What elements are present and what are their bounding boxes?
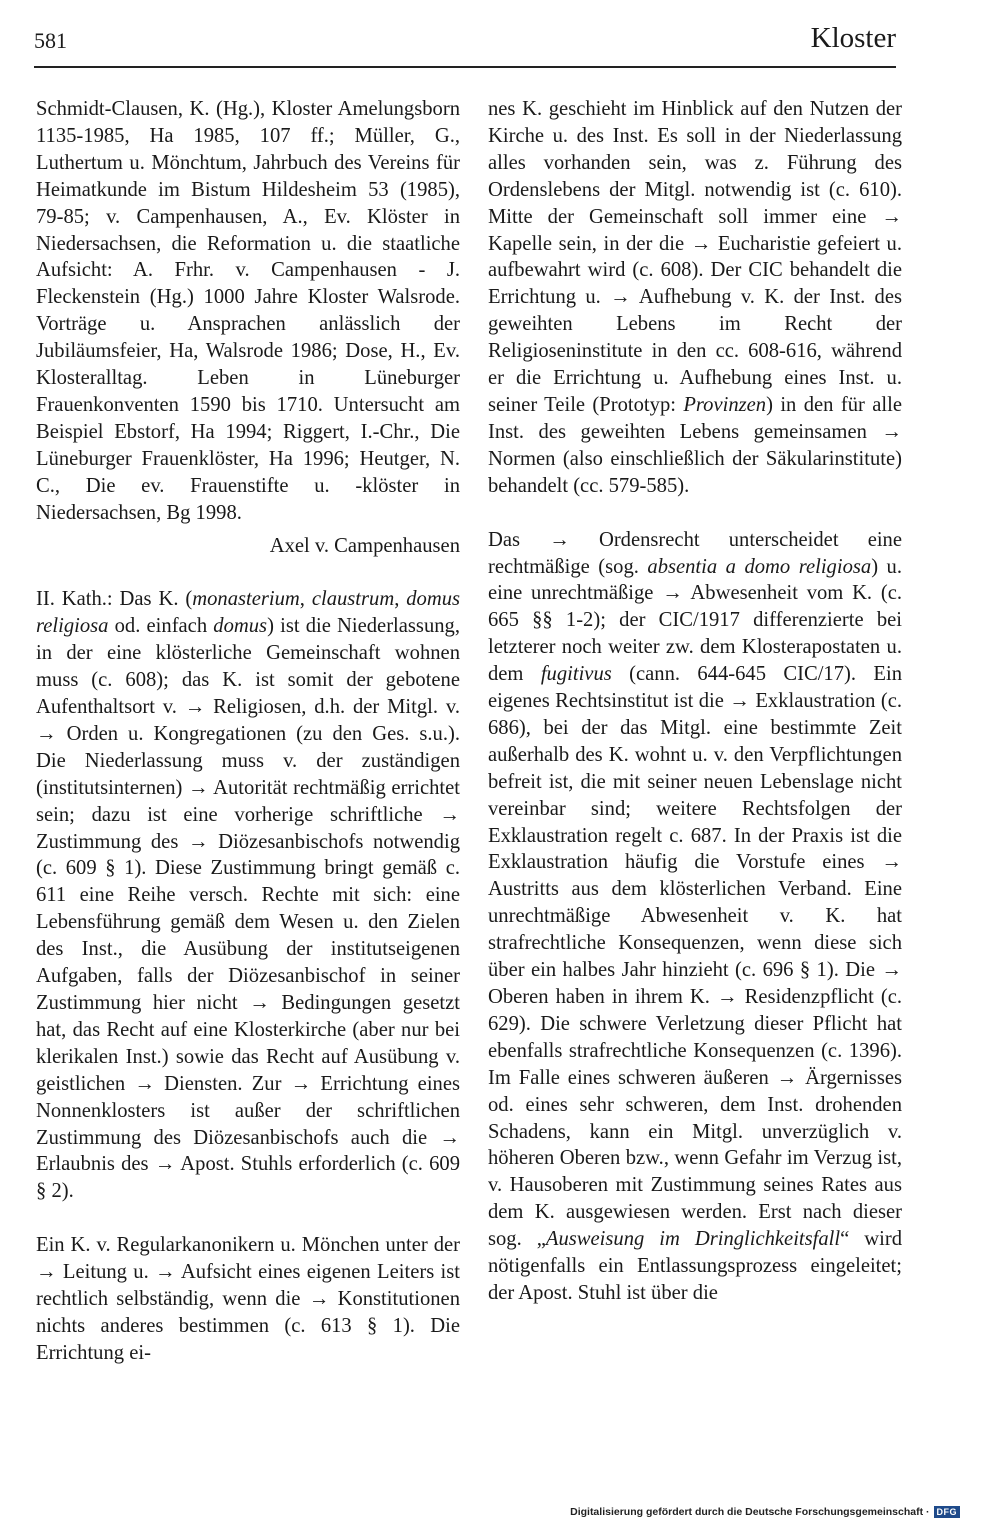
paragraph-ordensrecht <box>488 527 902 1307</box>
term-domus-religiosa: domus religiosa <box>36 588 461 638</box>
running-head: Kloster <box>810 22 896 54</box>
paragraph-regularkanoniker: Ein K. v. Regularkanonikern u. Mönchen unter der → Leitung u. → Aufsicht eines eigenen Leiters ist rechtlich selbständig, wenn die → Konstitutionen nichts anderes bestimmen (c. 613 § 1). Die Errichtung ei- <box>36 1234 460 1364</box>
page-header <box>34 22 896 68</box>
right-column <box>488 96 902 1307</box>
term-domus: domus <box>213 615 268 638</box>
page-number: 581 <box>34 28 67 53</box>
author-signature: Axel v. Campenhausen <box>269 534 460 557</box>
dfg-logo: DFG <box>934 1506 961 1518</box>
paragraph-body: ) ist die Niederlassung, in der eine klösterliche Gemeinschaft wohnen muss (c. 608); das K. ist somit der gebotene Aufenthaltsort v. → Religiosen, d.h. der Mitgl. v. → Orden u. Kongregationen (zu den Ges. s.u.). Die Niederlassung muss v. der zuständigen (institutsinternen) → Autorität rechtmäßig errichtet sein; dazu ist eine vorherige schriftliche → Zustimmung des → Diözesanbischofs notwendig (c. 609 § 1). Diese Zustimmung bringt gemäß c. 611 eine Reihe versch. Rechte mit sich: eine Lebensführung gemäß dem Wesen u. den Zielen des Inst., die Ausübung der institutseigenen Aufgaben, falls der Diözesanbischof in seiner Zustimmung hier nicht → Bedingungen gesetzt hat, das Recht auf eine Klosterkirche (aber nur bei klerikalen Inst.) sowie das Recht auf Ausübung v. geistlichen → Diensten. Zur → Errichtung eines Nonnenklosters ist außer der schriftlichen Zustimmung des Diözesanbischofs auch die → Erlaubnis des → Apost. Stuhls erforderlich (c. 609 § 2). <box>36 615 460 1203</box>
paragraph-text: nes K. geschieht im Hinblick auf den Nutzen der Kirche u. des Inst. Es soll in der Niederlassung alles vorhanden sein, was z. Führung des Ordenslebens der Mitgl. notwendig ist (c. 610). Mitte der Gemeinschaft soll immer eine → Kapelle sein, in der die → Eucharistie gefeiert u. aufbewahrt wird (c. 608). Der CIC behandelt die Errichtung u. → Aufhebung v. K. der Inst. des geweihten Lebens im Recht der Religioseninstitute in den cc. 608-616, während er die Errichtung u. Aufhebung eines Inst. u. seiner Teile (Prototyp: <box>488 98 902 416</box>
paragraph-text: ) u. eine unrechtmäßige → Abwesenheit vom K. (c. 665 §§ 1-2); der CIC/1917 differenzierte bei letzterer noch weiter zw. dem Klosterapostaten u. dem <box>488 555 903 686</box>
term-fugitivus: fugitivus <box>540 663 612 686</box>
section-paragraph-kath: II. Kath.: Das K. (monasterium, claustrum, domus religiosa od. einfach domus) ist die Niederlassung, in der eine klösterliche Gemeinschaft wohnen muss (c. 608); das K. ist somit der gebotene Aufenthaltsort v. → Religiosen, d.h. der Mitgl. v. → Orden u. Kongregationen (zu den Ges. s.u.). Die Niederlassung muss v. der zuständigen (institutsinternen) → Autorität rechtmäßig errichtet sein; dazu ist eine vorherige schriftliche → Zustimmung des → Diözesanbischofs notwendig (c. 609 § 1). Diese Zustimmung bringt gemäß c. 611 eine Reihe versch. Rechte mit sich: eine Lebensführung gemäß dem Wesen u. den Zielen des Inst., die Ausübung der institutseigenen Aufgaben, falls der Diözesanbischof in seiner Zustimmung hier nicht → Bedingungen gesetzt hat, das Recht auf eine Klosterkirche (aber nur bei klerikalen Inst.) sowie das Recht auf Ausübung v. geistlichen → Diensten. Zur → Errichtung eines Nonnenklosters ist außer der schriftlichen Zustimmung des Diözesanbischofs auch die → Erlaubnis des → Apost. Stuhls erforderlich (c. 609 § 2). <box>36 588 461 1203</box>
footer-credit: Digitalisierung gefördert durch die Deutsche Forschungsgemeinschaft · <box>570 1506 930 1518</box>
bibliography: Schmidt-Clausen, K. (Hg.), Kloster Amelungsborn 1135-1985, Ha 1985, 107 ff.; Müller, G., Luthertum u. Mönchtum, Jahrbuch des Vereins für Heimatkunde im Bistum Hildesheim 53 (1985), 79-85; v. Campenhausen, A., Ev. Klöster in Niedersachsen, die Reformation u. die staatliche Aufsicht: A. Frhr. v. Campenhausen - J. Fleckenstein (Hg.) 1000 Jahre Kloster Walsrode. Vorträge u. Ansprachen anlässlich der Jubiläumsfeier, Ha, Walsrode 1986; Dose, H., Ev. Klosteralltag. Leben in Lüneburger Frauenkonventen 1590 bis 1710. Untersucht am Beispiel Ebstorf, Ha 1994; Riggert, I.-Chr., Die Lüneburger Frauenklöster, Ha 1996; Heutger, N. C., Die ev. Frauenstifte u. -klöster in Niedersachsen, Bg 1998. <box>36 98 460 524</box>
term-ausweisung: Ausweisung im Dringlichkeitsfall <box>545 1228 841 1251</box>
paragraph-text: “ wird nötigenfalls ein Entlassungsprozess eingeleitet; der Apost. Stuhl ist über die <box>488 1228 902 1304</box>
term-monasterium: monasterium <box>192 588 300 611</box>
text-fragment: od. einfach <box>108 615 214 638</box>
term-claustrum: claustrum <box>311 588 395 611</box>
term-provinzen: Provinzen <box>683 393 767 416</box>
paragraph-text: Das → Ordensrecht unterscheidet eine rechtmäßige (sog. <box>488 528 902 578</box>
term-absentia: absentia a domo religiosa <box>647 555 872 578</box>
paragraph-text: (cann. 644-645 CIC/17). Ein eigenes Rechtsinstitut ist die → Exklaustration (c. 686), bei der das Mitgl. eine bestimmte Zeit außerhalb des K. wohnt u. v. den Verpflichtungen befreit ist, die mit seiner neuen Lebenslage nicht vereinbar sind; weitere Rechtsfolgen der Exklaustration regelt c. 687. In der Praxis ist die Exklaustration häufig die Vorstufe eines → Austritts aus dem klösterlichen Verband. Eine unrechtmäßige Abwesenheit v. K. hat strafrechtliche Konsequenzen, wenn diese sich über ein halbes Jahr hinzieht (c. 696 § 1). Die → Oberen haben in ihrem K. → Residenzpflicht (c. 629). Die schwere Verletzung dieser Pflicht hat ebenfalls strafrechtliche Konsequenzen (c. 1396). Im Falle eines schweren äußeren → Ärgernisses od. eines sehr schweren, dem Inst. drohenden Schadens, kann ein Mitgl. unverzüglich v. höheren Oberen bzw., wenn Gefahr im Verzug ist, v. Hausoberen mit Zustimmung seines Rates aus dem K. ausgewiesen werden. Erst nach dieser sog. „ <box>488 663 902 1251</box>
digitization-footer <box>570 1506 960 1518</box>
paragraph-continuation <box>488 96 902 500</box>
paragraph-text: ) in den für alle Inst. des geweihten Lebens gemeinsamen → Normen (also einschließlich der Säkularinstitute) behandelt (cc. 579-585). <box>488 393 902 497</box>
section-heading: II. Kath.: Das K. ( <box>36 588 193 611</box>
left-column <box>36 96 460 1367</box>
